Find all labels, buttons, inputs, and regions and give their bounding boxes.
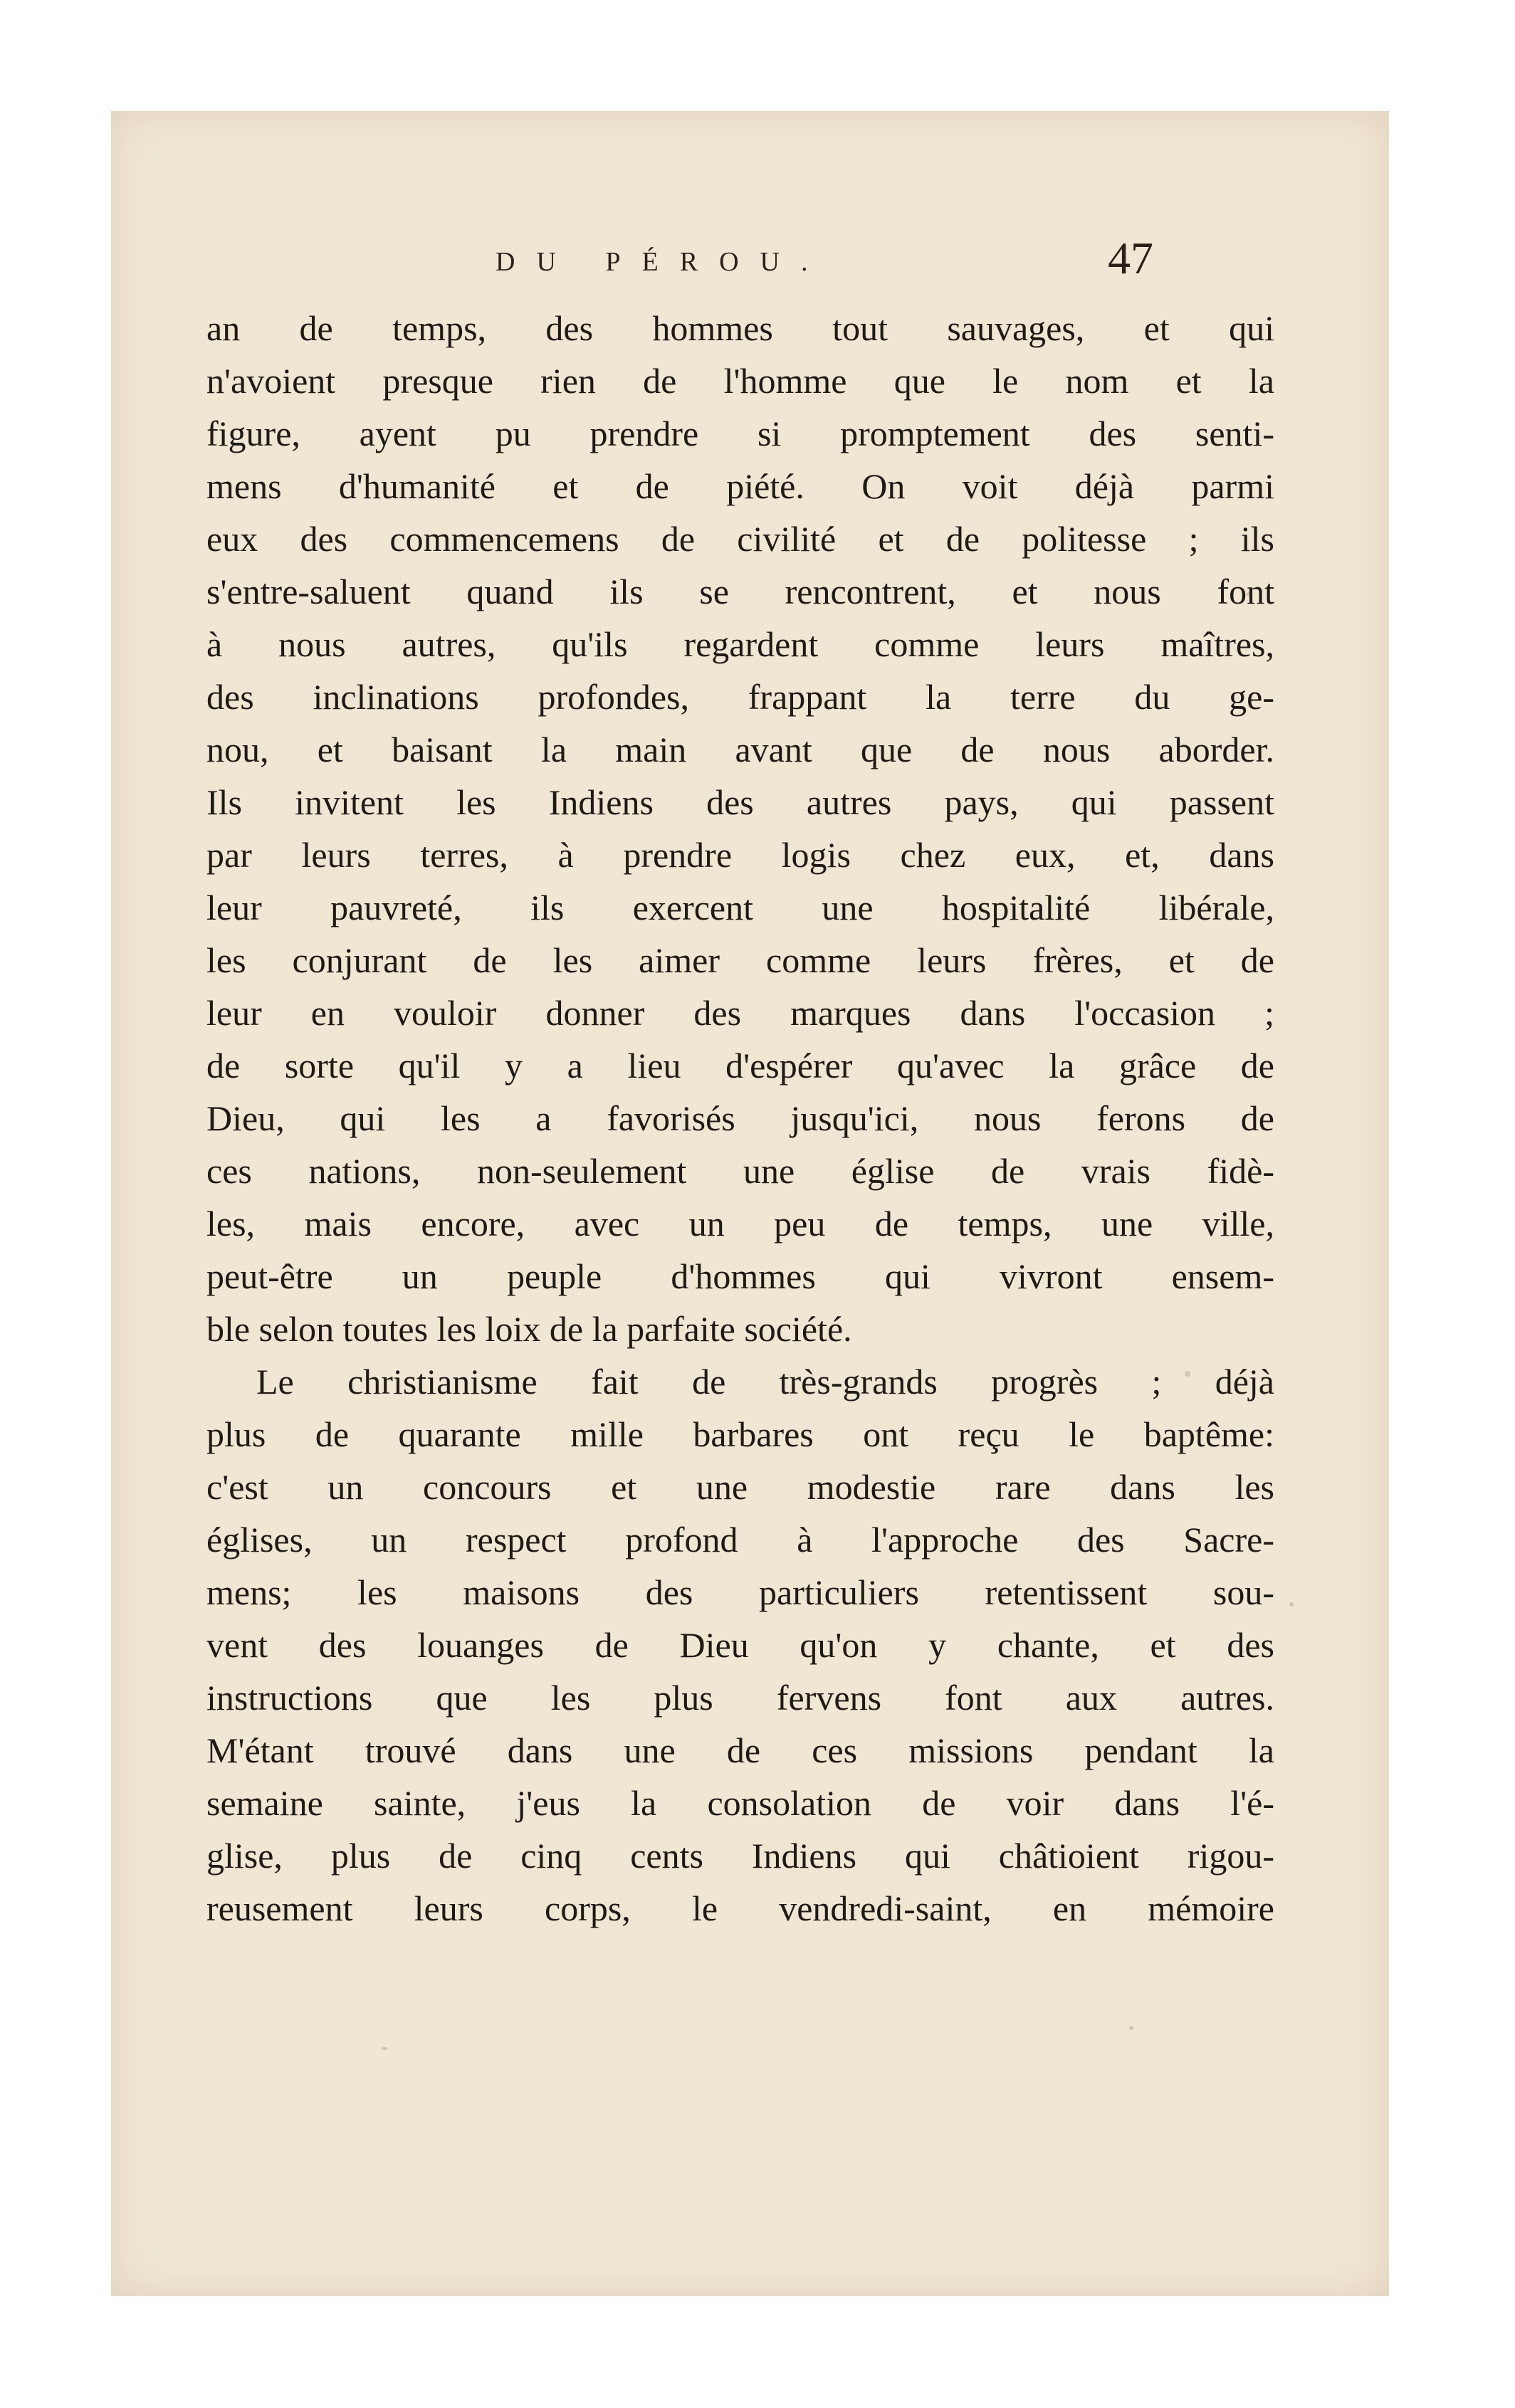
page-number: 47 [1108,233,1153,283]
text-line: plus de quarante mille barbares ont reçu le baptême: [206,1414,1274,1454]
text-line: nou, et baisant la main avant que de nous aborder. [206,730,1274,769]
text-line: à nous autres, qu'ils regardent comme leurs maîtres, [206,624,1274,664]
running-title: DU PÉROU. [496,247,829,277]
paper-spot [1129,2026,1133,2030]
text-line: figure, ayent pu prendre si promptement des senti- [206,414,1274,453]
text-line: églises, un respect profond à l'approche des Sacre- [206,1520,1274,1560]
text-line: mens d'humanité et de piété. On voit déjà parmi [206,466,1274,506]
paragraph [206,302,1274,1355]
text-line: mens; les maisons des particuliers retentissent sou- [206,1572,1274,1612]
text-line: n'avoient presque rien de l'homme que le nom et la [206,361,1274,401]
text-line: par leurs terres, à prendre logis chez eux, et, dans [206,835,1274,875]
book-page [111,111,1389,2296]
text-line: Dieu, qui les a favorisés jusqu'ici, nous ferons de [206,1098,1274,1138]
text-line: reusement leurs corps, le vendredi-saint, en mémoire [206,1888,1274,1928]
text-line: Ils invitent les Indiens des autres pays, qui passent [206,782,1274,822]
text-line: leur pauvreté, ils exercent une hospitalité libérale, [206,888,1274,927]
text-line: leur en vouloir donner des marques dans l'occasion ; [206,993,1274,1033]
text-line: glise, plus de cinq cents Indiens qui châtioient rigou- [206,1836,1274,1876]
text-line: semaine sainte, j'eus la consolation de voir dans l'é- [206,1783,1274,1823]
text-line: de sorte qu'il y a lieu d'espérer qu'avec la grâce de [206,1046,1274,1085]
text-line: les conjurant de les aimer comme leurs frères, et de [206,940,1274,980]
text-line: M'étant trouvé dans une de ces missions pendant la [206,1730,1274,1770]
body-text [206,302,1274,1935]
paper-spot [382,2047,388,2050]
page-header [111,232,1389,289]
text-line: ble selon toutes les loix de la parfaite société. [206,1309,852,1349]
text-line: c'est un concours et une modestie rare dans les [206,1467,1274,1507]
text-line: peut-être un peuple d'hommes qui vivront ensem- [206,1256,1274,1296]
paragraph [206,1355,1274,1935]
text-line: instructions que les plus fervens font aux autres. [206,1678,1274,1718]
text-line: an de temps, des hommes tout sauvages, et qui [206,308,1274,348]
text-line: eux des commencemens de civilité et de politesse ; ils [206,519,1274,559]
paper-spot [1289,1602,1294,1607]
text-line: des inclinations profondes, frappant la terre du ge- [206,677,1274,717]
text-line: les, mais encore, avec un peu de temps, une ville, [206,1204,1274,1244]
text-line: vent des louanges de Dieu qu'on y chante, et des [206,1625,1274,1665]
text-line: s'entre-saluent quand ils se rencontrent, et nous font [206,572,1274,611]
text-line: ces nations, non-seulement une église de vrais fidè- [206,1151,1274,1191]
text-line: Le christianisme fait de très-grands progrès ; déjà [256,1362,1274,1402]
